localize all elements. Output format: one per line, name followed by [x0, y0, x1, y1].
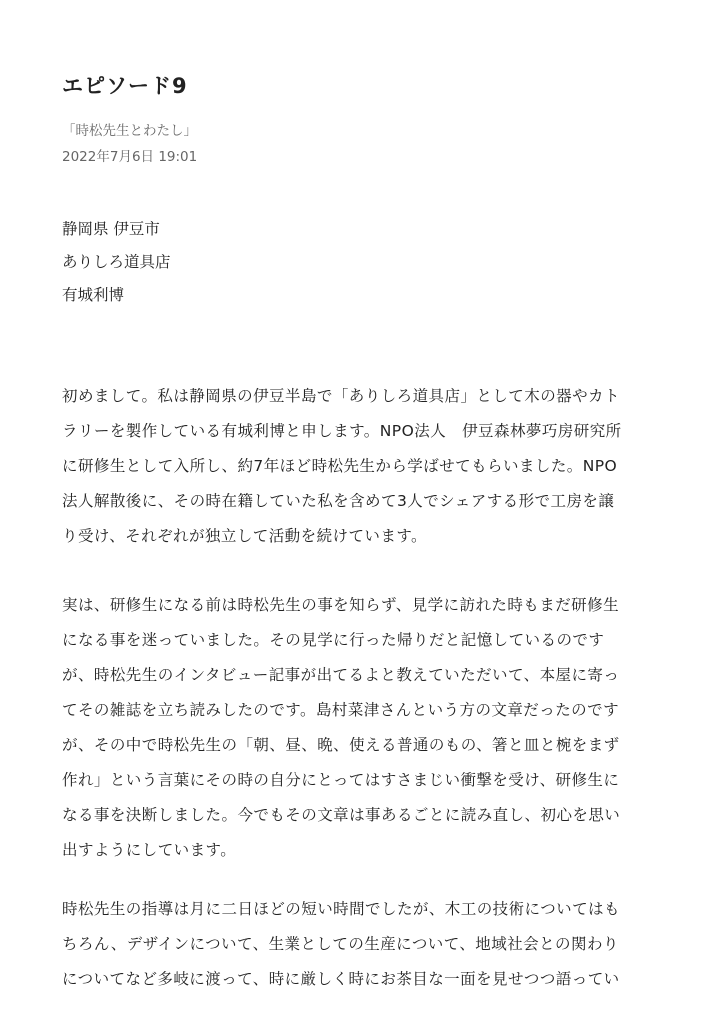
- paragraph-line: になる事を迷っていました。その見学に行った帰りだと記憶しているのです: [62, 631, 605, 649]
- paragraph-line: てその雑誌を立ち読みしたのです。島村菜津さんという方の文章だったのです: [62, 701, 620, 719]
- paragraph-line: 初めまして。私は静岡県の伊豆半島で「ありしろ道具店」として木の器やカト: [62, 387, 620, 405]
- paragraph-line: についてなど多岐に渡って、時に厳しく時にお茶目な一面を見せつつ語ってい: [62, 970, 620, 988]
- paragraph-line: 作れ」という言葉にその時の自分にとってはすさまじい衝撃を受け、研修生に: [62, 771, 620, 789]
- paragraph-encounter: [62, 588, 620, 868]
- paragraph-line: ラリーを製作している有城利博と申します。NPO法人 伊豆森林夢巧房研究所: [62, 422, 622, 440]
- address-line: 静岡県 伊豆市: [62, 220, 160, 238]
- article-subtitle: 「時松先生とわたし」: [62, 123, 197, 139]
- paragraph-line: 時松先生の指導は月に二日ほどの短い時間でしたが、木工の技術についてはも: [62, 900, 620, 918]
- paragraph-intro: [62, 379, 622, 554]
- paragraph-line: 出すようにしています。: [62, 841, 237, 859]
- paragraph-line: が、その中で時松先生の「朝、昼、晩、使える普通のもの、箸と皿と椀をまず: [62, 736, 620, 754]
- paragraph-line: が、時松先生のインタビュー記事が出てるよと教えていただいて、本屋に寄っ: [62, 666, 620, 684]
- article-title: エピソード9: [62, 74, 188, 98]
- paragraph-line: 法人解散後に、その時在籍していた私を含めて3人でシェアする形で工房を譲: [62, 492, 615, 510]
- author-address: [62, 213, 171, 312]
- paragraph-line: り受け、それぞれが独立して活動を続けています。: [62, 527, 427, 545]
- publish-date: 2022年7月6日 19:01: [62, 149, 198, 165]
- address-line: 有城利博: [62, 286, 125, 304]
- paragraph-line: 実は、研修生になる前は時松先生の事を知らず、見学に訪れた時もまだ研修生: [62, 596, 620, 614]
- paragraph-line: ちろん、デザインについて、生業としての生産について、地域社会との関わり: [62, 935, 619, 953]
- paragraph-line: なる事を決断しました。今でもその文章は事あるごとに読み直し、初心を思い: [62, 806, 621, 824]
- address-line: ありしろ道具店: [62, 253, 171, 271]
- paragraph-line: に研修生として入所し、約7年ほど時松先生から学ばせてもらいました。NPO: [62, 457, 618, 475]
- paragraph-teaching: [62, 892, 620, 997]
